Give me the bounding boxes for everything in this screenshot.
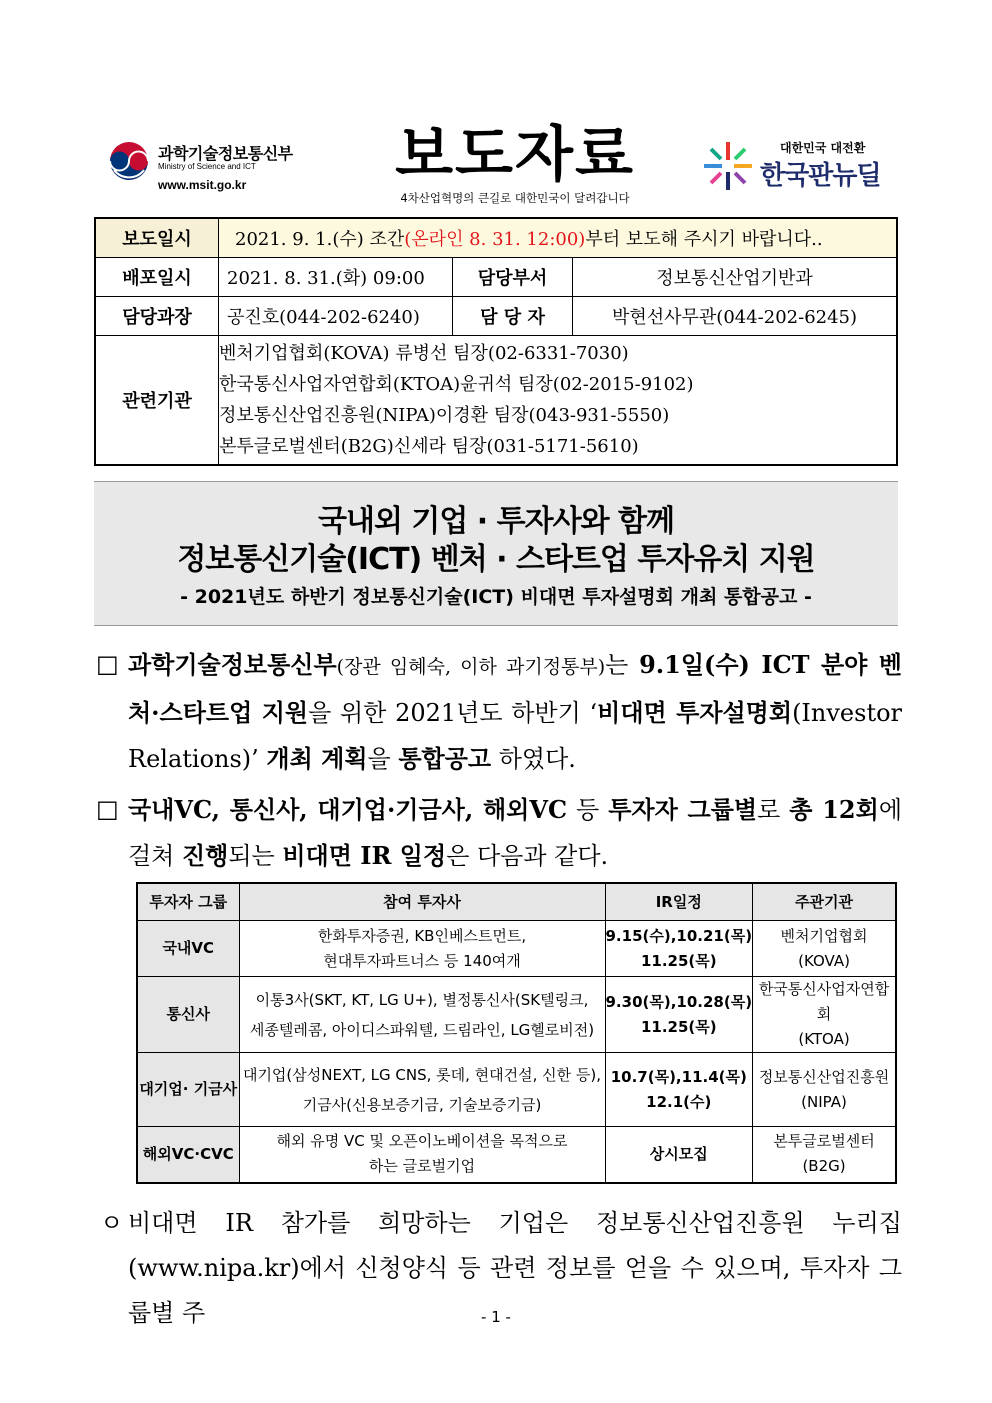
square-bullet: □ (96, 795, 119, 823)
ministry-url: www.msit.go.kr (158, 178, 247, 192)
dates-cell: 10.7(목),11.4(목) 12.1(수) (605, 1053, 753, 1127)
group-cell: 해외VC·CVC (137, 1127, 239, 1183)
subheadline: - 2021년도 하반기 정보통신기술(ICT) 비대면 투자설명회 개최 통합공고 - (180, 586, 812, 608)
paragraph-2 (96, 787, 902, 879)
distribution-label: 배포일시 (95, 258, 219, 297)
investors-cell: 이통3사(SKT, KT, LG U+), 별정통신사(SK텔링크, 세종텔레콤, 아이디스파워텔, 드림라인, LG헬로비전) (239, 977, 605, 1053)
ministry-english-name: Ministry of Science and ICT (158, 162, 256, 171)
manager-value: 공진호(044-202-6240) (219, 297, 453, 336)
related-label: 관련기관 (95, 336, 219, 466)
investors-cell: 대기업(삼성NEXT, LG CNS, 롯데, 현대건설, 신한 등), 기금사(신용보증기금, 기술보증기금) (239, 1053, 605, 1127)
related-org-item: 한국통신사업자연합회(KTOA)윤귀석 팀장(02-2015-9102) (219, 374, 694, 395)
ministry-logo (108, 138, 318, 196)
manager-label: 담당과장 (95, 297, 219, 336)
newdeal-sparkle-icon (702, 140, 754, 192)
dept-label: 담당부서 (453, 258, 573, 297)
col-header-investors: 참여 투자사 (239, 883, 605, 921)
related-org-item: 본투글로벌센터(B2G)신세라 팀장(031-5171-5610) (219, 436, 639, 457)
staff-value: 박현선사무관(044-202-6245) (573, 297, 898, 336)
newdeal-title: 한국판뉴딜 (760, 161, 881, 191)
page-number: - 1 - (481, 1308, 511, 1326)
related-orgs (219, 336, 898, 466)
host-cell: 정보통신산업진흥원 (NIPA) (753, 1053, 896, 1127)
related-org-item: 정보통신산업진흥원(NIPA)이경환 팀장(043-931-5550) (219, 405, 670, 426)
paragraph-2-text: 국내VC, 통신사, 대기업·기금사, 해외VC 등 투자자 그룹별로 총 12회에 걸쳐 진행되는 비대면 IR 일정은 다음과 같다. (128, 795, 902, 870)
table-row (137, 977, 896, 1053)
newdeal-caption: 대한민국 대전환 (780, 141, 866, 155)
headline-line1: 국내외 기업 · 투자사와 함께 (318, 504, 674, 539)
host-cell: 벤처기업협회 (KOVA) (753, 921, 896, 977)
headline-box (94, 481, 898, 626)
col-header-group: 투자자 그룹 (137, 883, 239, 921)
host-cell: 한국통신사업자연합회 (KTOA) (753, 977, 896, 1053)
paragraph-1-text: 과학기술정보통신부(장관 임혜숙, 이하 과기정통부)는 9.1일(수) ICT 분야 벤처·스타트업 지원을 위한 2021년도 하반기 ‘비대면 투자설명회(Investor Relations)’ 개최 계획을 통합공고 하였다. (128, 650, 903, 773)
col-header-dates: IR일정 (605, 883, 753, 921)
table-row (137, 1053, 896, 1127)
table-row (137, 1127, 896, 1183)
group-cell: 통신사 (137, 977, 239, 1053)
dates-cell: 9.15(수),10.21(목) 11.25(목) (605, 921, 753, 977)
host-cell: 본투글로벌센터 (B2G) (753, 1127, 896, 1183)
newdeal-logo (702, 138, 902, 194)
col-header-host: 주관기관 (753, 883, 896, 921)
paragraph-1 (96, 642, 902, 782)
paragraph-3-text: 비대면 IR 참가를 희망하는 기업은 정보통신산업진흥원 누리집(www.nipa.kr)에서 신청양식 등 관련 정보를 얻을 수 있으며, 투자자 그룹별 주 (128, 1209, 902, 1327)
investors-cell: 해외 유명 VC 및 오픈이노베이션을 목적으로 하는 글로벌기업 (239, 1127, 605, 1183)
dept-value: 정보통신산업기반과 (573, 258, 898, 297)
headline-line2: 정보통신기술(ICT) 벤처 · 스타트업 투자유치 지원 (177, 542, 815, 577)
press-release-title: 보도자료 (395, 120, 635, 190)
staff-label: 담 당 자 (453, 297, 573, 336)
group-cell: 국내VC (137, 921, 239, 977)
square-bullet: □ (96, 650, 119, 678)
ministry-name: 과학기술정보통신부 (158, 144, 293, 163)
slogan: 4차산업혁명의 큰길로 대한민국이 달려갑니다 (400, 191, 630, 205)
report-date-value: 2021. 9. 1.(수) 조간(온라인 8. 31. 12:00)부터 보도해 주시기 바랍니다.. (219, 218, 898, 258)
table-row (137, 921, 896, 977)
circle-bullet: ㅇ (100, 1209, 124, 1237)
taegeuk-icon (108, 140, 150, 182)
distribution-value: 2021. 8. 31.(화) 09:00 (219, 258, 453, 297)
dates-cell: 9.30(목),10.28(목) 11.25(목) (605, 977, 753, 1053)
group-cell: 대기업· 기금사 (137, 1053, 239, 1127)
related-org-item: 벤처기업협회(KOVA) 류병선 팀장(02-6331-7030) (219, 343, 629, 364)
ir-schedule-table (136, 882, 897, 1184)
investors-cell: 한화투자증권, KB인베스트먼트, 현대투자파트너스 등 140여개 (239, 921, 605, 977)
report-date-label: 보도일시 (95, 218, 219, 258)
press-info-table (94, 217, 898, 466)
dates-cell: 상시모집 (605, 1127, 753, 1183)
